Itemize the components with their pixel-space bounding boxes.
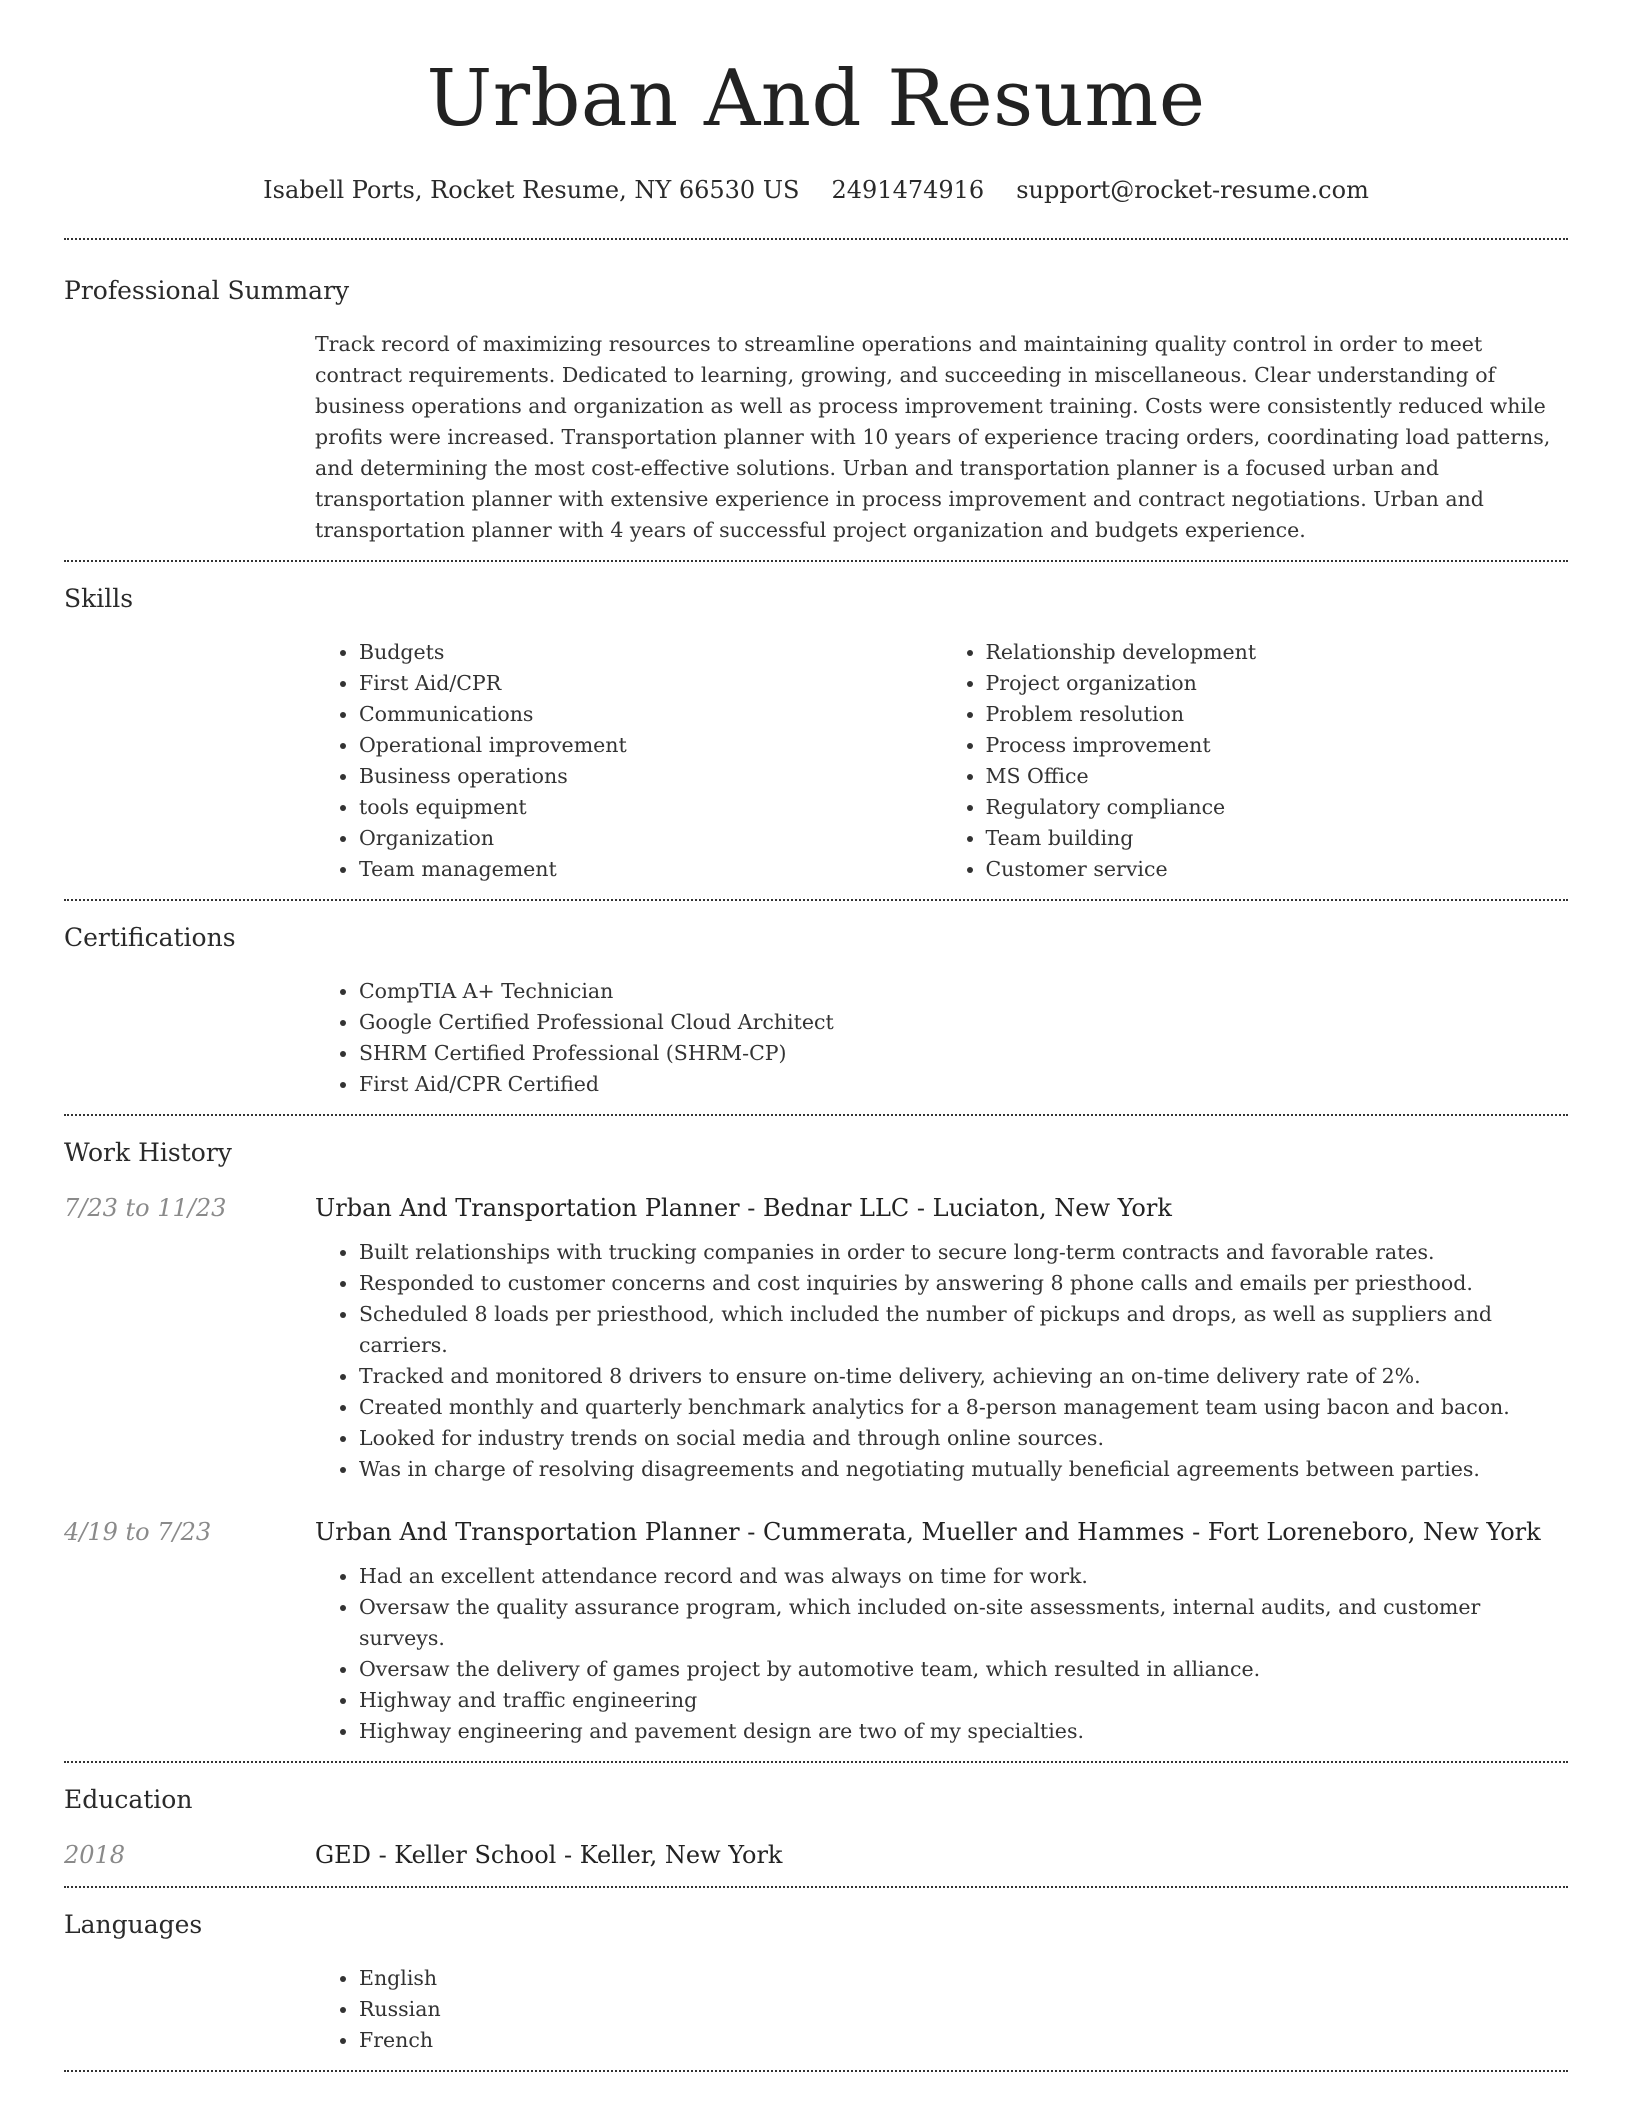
education-section [64,1763,1568,1886]
section-title-summary: Professional Summary [64,276,350,305]
skill-item: • Communications [359,699,942,730]
section-title-languages: Languages [64,1910,203,1939]
job-bullet: • Scheduled 8 loads per priesthood, which included the number of pickups and drops, as well as suppliers and carriers. [359,1299,1568,1361]
skill-item: • Team management [359,854,942,885]
skill-item: • First Aid/CPR [359,668,942,699]
job-bullet: • Highway and traffic engineering [359,1685,1568,1716]
skill-item: • Customer service [986,854,1569,885]
job-entry [64,1191,1568,1485]
certification-item: • Google Certified Professional Cloud Architect [359,1007,1568,1038]
section-title-work: Work History [64,1138,232,1167]
skill-item: • Project organization [986,668,1569,699]
skill-item: • Problem resolution [986,699,1569,730]
language-item: • French [359,2025,1568,2056]
contact-phone: 2491474916 [831,176,985,204]
section-divider [64,2070,1568,2072]
work-history-section [64,1116,1568,1761]
summary-text: Track record of maximizing resources to streamline operations and maintaining quality control in order to meet contract requirements. Dedicated to learning, growing, and succeeding in miscellaneous. Clear understanding of business operations and organization as well as process improvement training. Costs were consistently reduced while profits were increased. Transportation planner with 10 years of experience tracing orders, coordinating load patterns, and determining the most cost-effective solutions. Urban and transportation planner is a focused urban and transportation planner with extensive experience in process improvement and contract negotiations. Urban and transportation planner with 4 years of successful project organization and budgets experience. [315,332,1551,542]
job-bullet: • Responded to customer concerns and cost inquiries by answering 8 phone calls and emails per priesthood. [359,1268,1568,1299]
language-item: • Russian [359,1994,1568,2025]
job-bullet: • Was in charge of resolving disagreements and negotiating mutually beneficial agreements between parties. [359,1454,1568,1485]
skill-item: • Business operations [359,761,942,792]
skills-list-right [942,637,1569,885]
certification-item: • SHRM Certified Professional (SHRM-CP) [359,1038,1568,1069]
job-entry [64,1515,1568,1747]
skill-item: • MS Office [986,761,1569,792]
languages-section [64,1888,1568,2070]
job-dates: 4/19 to 7/23 [64,1518,212,1546]
job-bullets [315,1561,1568,1747]
section-title-skills: Skills [64,584,134,613]
skill-item: • Regulatory compliance [986,792,1569,823]
job-bullet: • Tracked and monitored 8 drivers to ensure on-time delivery, achieving an on-time delivery rate of 2%. [359,1361,1568,1392]
job-title: Urban And Transportation Planner - Cummerata, Mueller and Hammes - Fort Loreneboro, New York [315,1518,1541,1546]
certification-item: • CompTIA A+ Technician [359,976,1568,1007]
education-entry [64,1838,1568,1872]
section-title-certifications: Certifications [64,923,236,952]
education-title: GED - Keller School - Keller, New York [315,1841,783,1869]
skill-item: • Team building [986,823,1569,854]
certifications-section [64,901,1568,1114]
job-bullet: • Looked for industry trends on social media and through online sources. [359,1423,1568,1454]
contact-line [64,176,1568,204]
skill-item: • Budgets [359,637,942,668]
job-dates: 7/23 to 11/23 [64,1194,227,1222]
job-bullets [315,1237,1568,1485]
skill-item: • Relationship development [986,637,1569,668]
summary-section [64,240,1568,560]
job-bullet: • Highway engineering and pavement design are two of my specialties. [359,1716,1568,1747]
contact-address: Isabell Ports, Rocket Resume, NY 66530 US [263,176,800,204]
job-bullet: • Oversaw the quality assurance program, which included on-site assessments, internal audits, and customer surveys. [359,1592,1568,1654]
candidate-name: Urban And Resume [426,54,1206,144]
skill-item: • Process improvement [986,730,1569,761]
language-item: • English [359,1963,1568,1994]
contact-email: support@rocket-resume.com [1016,176,1369,204]
section-title-education: Education [64,1785,193,1814]
job-bullet: • Created monthly and quarterly benchmark analytics for a 8-person management team using bacon and bacon. [359,1392,1568,1423]
job-bullet: • Had an excellent attendance record and was always on time for work. [359,1561,1568,1592]
education-year: 2018 [64,1841,126,1869]
skills-section [64,562,1568,899]
skills-list-left [315,637,942,885]
skill-item: • tools equipment [359,792,942,823]
languages-list [315,1963,1568,2056]
certifications-list [315,976,1568,1100]
job-bullet: • Built relationships with trucking companies in order to secure long-term contracts and favorable rates. [359,1237,1568,1268]
certification-item: • First Aid/CPR Certified [359,1069,1568,1100]
skill-item: • Operational improvement [359,730,942,761]
job-title: Urban And Transportation Planner - Bednar LLC - Luciaton, New York [315,1194,1172,1222]
skill-item: • Organization [359,823,942,854]
job-bullet: • Oversaw the delivery of games project by automotive team, which resulted in alliance. [359,1654,1568,1685]
